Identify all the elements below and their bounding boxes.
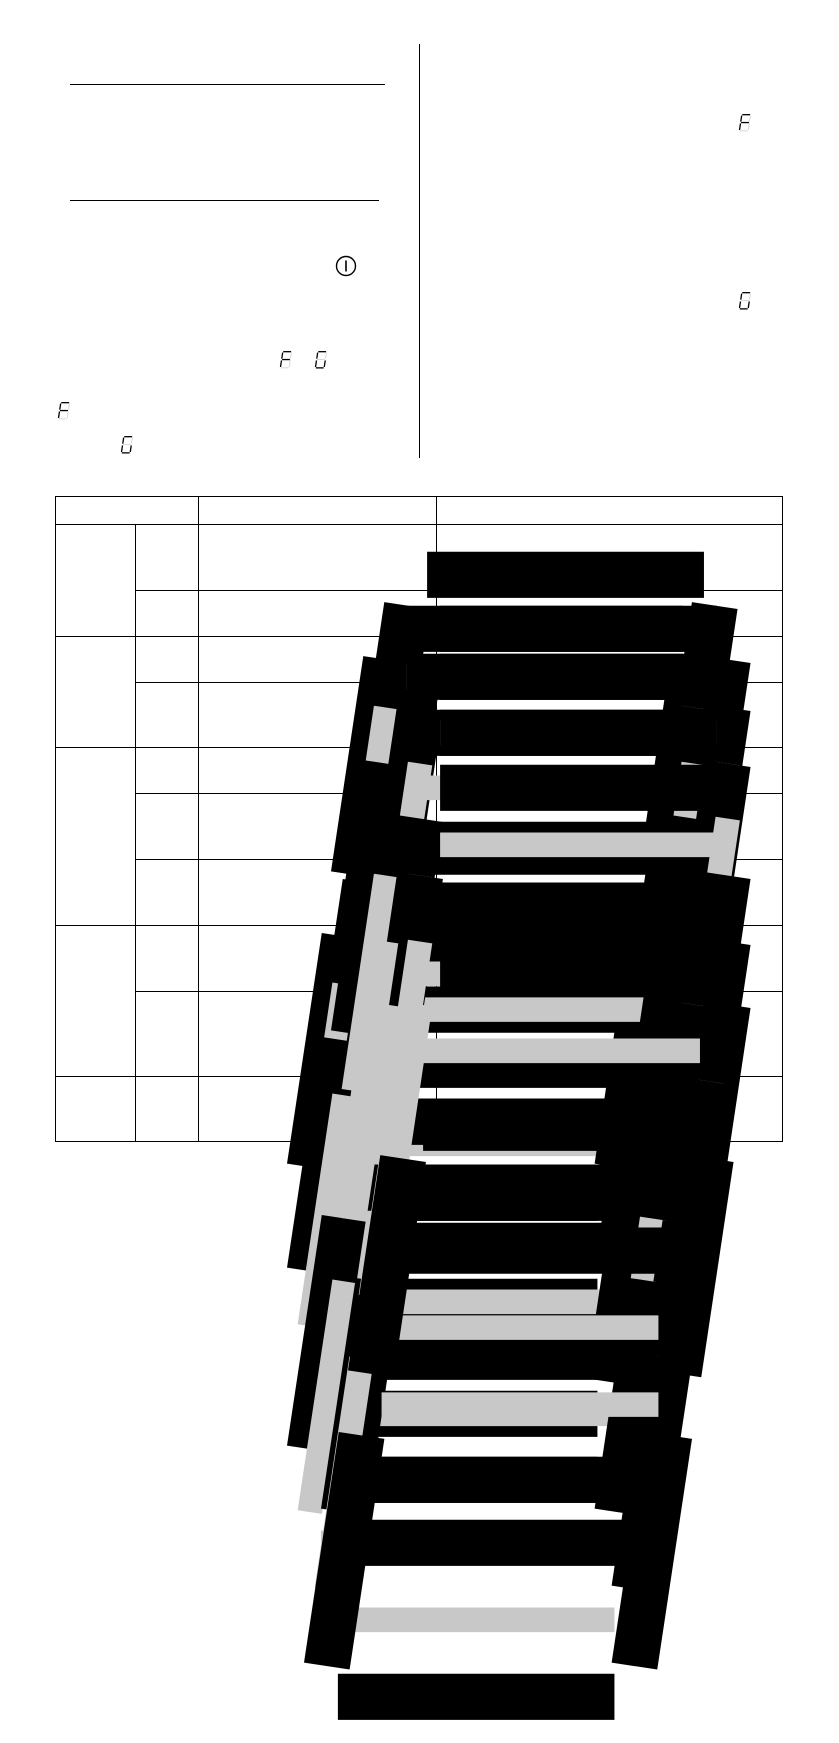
display-2 xyxy=(173,943,189,965)
display-5 xyxy=(173,757,189,779)
display-symbol-g-right xyxy=(738,291,752,311)
display-symbol-g-margin xyxy=(120,435,134,455)
display-symbol-g-inline xyxy=(314,350,328,370)
column-divider xyxy=(419,44,420,458)
display-symbol-f-right xyxy=(738,113,752,133)
display-p xyxy=(160,544,176,566)
display-symbol-f-margin xyxy=(57,401,71,421)
display-7 xyxy=(173,702,189,724)
section-rule-middle xyxy=(70,200,379,201)
display-7 xyxy=(139,646,155,668)
display-3 xyxy=(139,814,155,836)
display-3 xyxy=(173,880,189,902)
display-4 xyxy=(173,814,189,836)
display-0 xyxy=(156,1097,172,1119)
heat-setting-table xyxy=(55,496,783,1142)
display-8 xyxy=(173,646,189,668)
display-9 xyxy=(173,598,189,620)
power-icon xyxy=(335,255,357,277)
display-2 xyxy=(139,880,155,902)
display-6 xyxy=(139,702,155,724)
display-4 xyxy=(139,757,155,779)
display-1 xyxy=(139,943,155,965)
display-1 xyxy=(156,1020,172,1042)
display-8 xyxy=(139,598,155,620)
display-symbol-f-inline xyxy=(279,350,293,370)
section-rule-top xyxy=(70,84,385,85)
